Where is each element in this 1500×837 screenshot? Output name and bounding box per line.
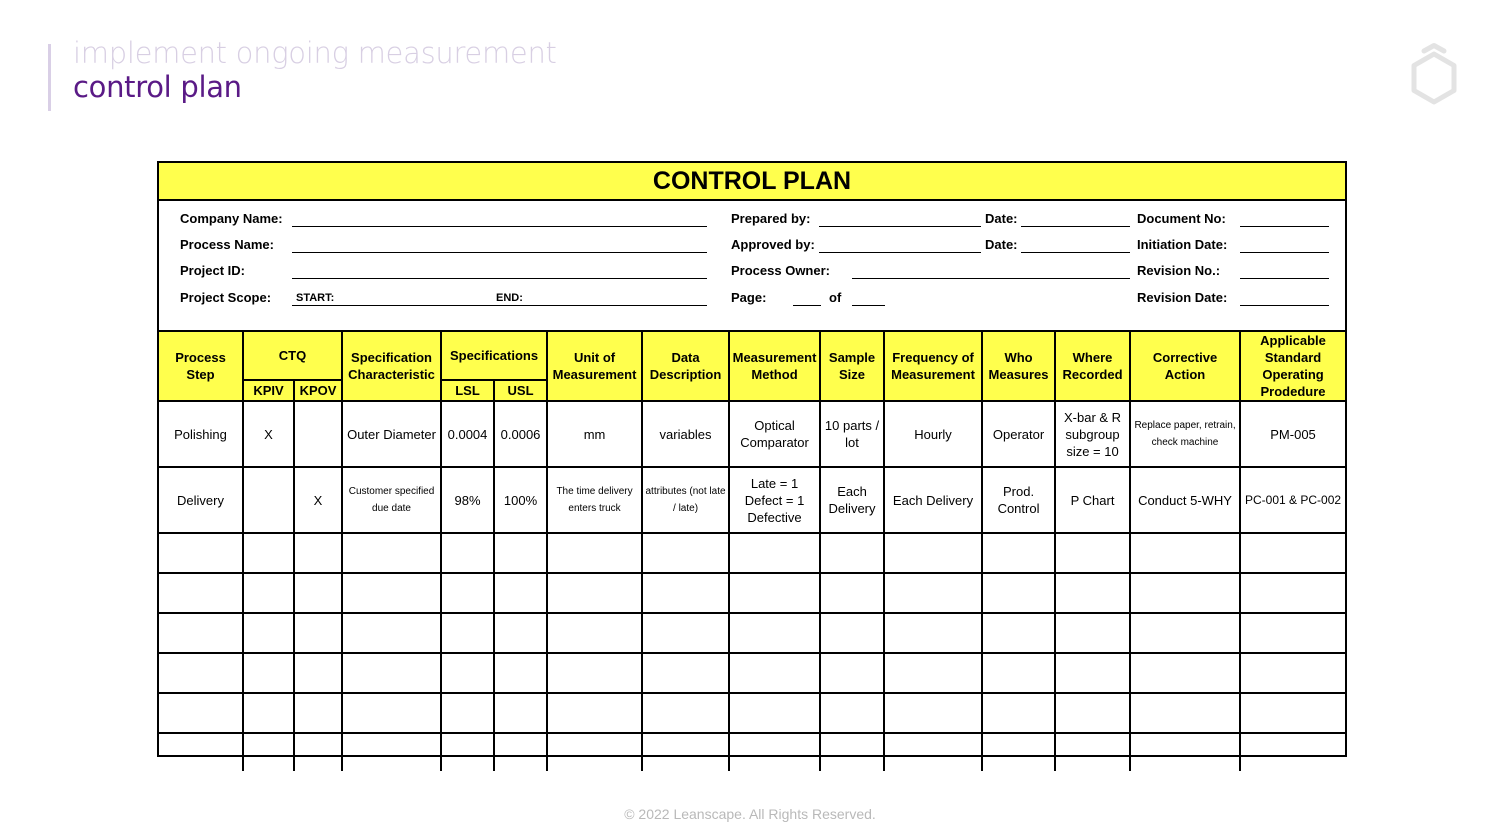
- initiation-date-line[interactable]: [1240, 252, 1329, 253]
- header-sample-size: Sample Size: [820, 332, 884, 401]
- approved-by-line[interactable]: [819, 252, 981, 253]
- cell-unit: The time delivery enters truck: [547, 467, 642, 533]
- table-row: [159, 467, 1345, 533]
- revision-no-line[interactable]: [1240, 278, 1329, 279]
- header-ctq: CTQ: [243, 332, 342, 380]
- header-unit: Unit of Measurement: [547, 332, 642, 401]
- slide-subtitle: implement ongoing measurement: [73, 36, 557, 70]
- header-lsl: LSL: [441, 380, 494, 402]
- approved-date-label: Date:: [985, 237, 1018, 252]
- page-of-label: of: [829, 290, 842, 305]
- process-owner-label: Process Owner:: [731, 263, 830, 278]
- empty-row: [159, 533, 1345, 573]
- empty-row: [159, 733, 1345, 771]
- cell-sop: PM-005: [1240, 401, 1345, 467]
- document-no-label: Document No:: [1137, 211, 1226, 226]
- header-sop: Applicable Standard Operating Prodedure: [1240, 332, 1345, 401]
- cell-frequency: Hourly: [884, 401, 982, 467]
- empty-row: [159, 653, 1345, 693]
- cell-lsl: 0.0004: [441, 401, 494, 467]
- cell-where-recorded: X-bar & R subgroup size = 10: [1055, 401, 1130, 467]
- scope-end-label: END:: [496, 292, 523, 304]
- prepared-date-line[interactable]: [1021, 226, 1130, 227]
- document-no-line[interactable]: [1240, 226, 1329, 227]
- cell-kpiv: X: [243, 401, 294, 467]
- approved-date-line[interactable]: [1021, 252, 1130, 253]
- cell-process-step: Delivery: [159, 467, 243, 533]
- page-label: Page:: [731, 290, 767, 305]
- cell-spec-characteristic: Customer specified due date: [342, 467, 441, 533]
- control-plan-table: [159, 332, 1345, 771]
- copyright-footer: © 2022 Leanscape. All Rights Reserved.: [624, 806, 876, 822]
- scope-start-label: START:: [296, 292, 335, 304]
- cell-sample-size: Each Delivery: [820, 467, 884, 533]
- process-name-label: Process Name:: [180, 237, 274, 252]
- header-data-description: Data Description: [642, 332, 729, 401]
- title-accent-bar: [48, 44, 51, 111]
- header-frequency: Frequency of Measurement: [884, 332, 982, 401]
- prepared-date-label: Date:: [985, 211, 1018, 226]
- cell-usl: 100%: [494, 467, 547, 533]
- header-usl: USL: [494, 380, 547, 402]
- process-name-line[interactable]: [292, 252, 707, 253]
- project-id-line[interactable]: [292, 278, 707, 279]
- page-total-line[interactable]: [852, 305, 885, 306]
- header-kpov: KPOV: [294, 380, 342, 402]
- cell-who-measures: Prod. Control: [982, 467, 1055, 533]
- cell-unit: mm: [547, 401, 642, 467]
- project-scope-label: Project Scope:: [180, 290, 272, 305]
- cell-lsl: 98%: [441, 467, 494, 533]
- company-name-line[interactable]: [292, 226, 707, 227]
- initiation-date-label: Initiation Date:: [1137, 237, 1228, 252]
- cell-usl: 0.0006: [494, 401, 547, 467]
- table-row: [159, 401, 1345, 467]
- revision-date-label: Revision Date:: [1137, 290, 1228, 305]
- header-corrective-action: Corrective Action: [1130, 332, 1240, 401]
- cell-frequency: Each Delivery: [884, 467, 982, 533]
- header-specifications: Specifications: [441, 332, 547, 380]
- header-who-measures: Who Measures: [982, 332, 1055, 401]
- cell-who-measures: Operator: [982, 401, 1055, 467]
- slide-title: control plan: [73, 70, 242, 104]
- prepared-by-line[interactable]: [819, 226, 981, 227]
- cell-data-description: variables: [642, 401, 729, 467]
- project-id-label: Project ID:: [180, 263, 246, 278]
- header-where-recorded: Where Recorded: [1055, 332, 1130, 401]
- hexagon-logo-icon: [1406, 42, 1462, 108]
- cell-kpov: [294, 401, 342, 467]
- cell-corrective-action: Replace paper, retrain, check machine: [1130, 401, 1240, 467]
- revision-no-label: Revision No.:: [1137, 263, 1221, 278]
- cell-process-step: Polishing: [159, 401, 243, 467]
- cell-sop: PC-001 & PC-002: [1240, 467, 1345, 533]
- cell-where-recorded: P Chart: [1055, 467, 1130, 533]
- prepared-by-label: Prepared by:: [731, 211, 811, 226]
- cell-data-description: attributes (not late / late): [642, 467, 729, 533]
- empty-row: [159, 613, 1345, 653]
- header-kpiv: KPIV: [243, 380, 294, 402]
- header-spec-characteristic: Specification Characteristic: [342, 332, 441, 401]
- empty-row: [159, 693, 1345, 733]
- cell-measurement-method: Optical Comparator: [729, 401, 820, 467]
- header-process-step: Process Step: [159, 332, 243, 401]
- cell-corrective-action: Conduct 5-WHY: [1130, 467, 1240, 533]
- empty-row: [159, 573, 1345, 613]
- cell-kpov: X: [294, 467, 342, 533]
- cell-spec-characteristic: Outer Diameter: [342, 401, 441, 467]
- company-name-label: Company Name:: [180, 211, 283, 226]
- form-info-section: [159, 201, 1345, 332]
- cell-sample-size: 10 parts / lot: [820, 401, 884, 467]
- control-plan-form: [157, 161, 1347, 757]
- page-number-line[interactable]: [793, 305, 821, 306]
- project-scope-line[interactable]: [292, 305, 707, 306]
- cell-measurement-method: Late = 1 Defect = 1 Defective: [729, 467, 820, 533]
- approved-by-label: Approved by:: [731, 237, 815, 252]
- form-title: CONTROL PLAN: [159, 163, 1345, 201]
- revision-date-line[interactable]: [1240, 305, 1329, 306]
- cell-kpiv: [243, 467, 294, 533]
- process-owner-line[interactable]: [852, 278, 1130, 279]
- header-measurement-method: Measurement Method: [729, 332, 820, 401]
